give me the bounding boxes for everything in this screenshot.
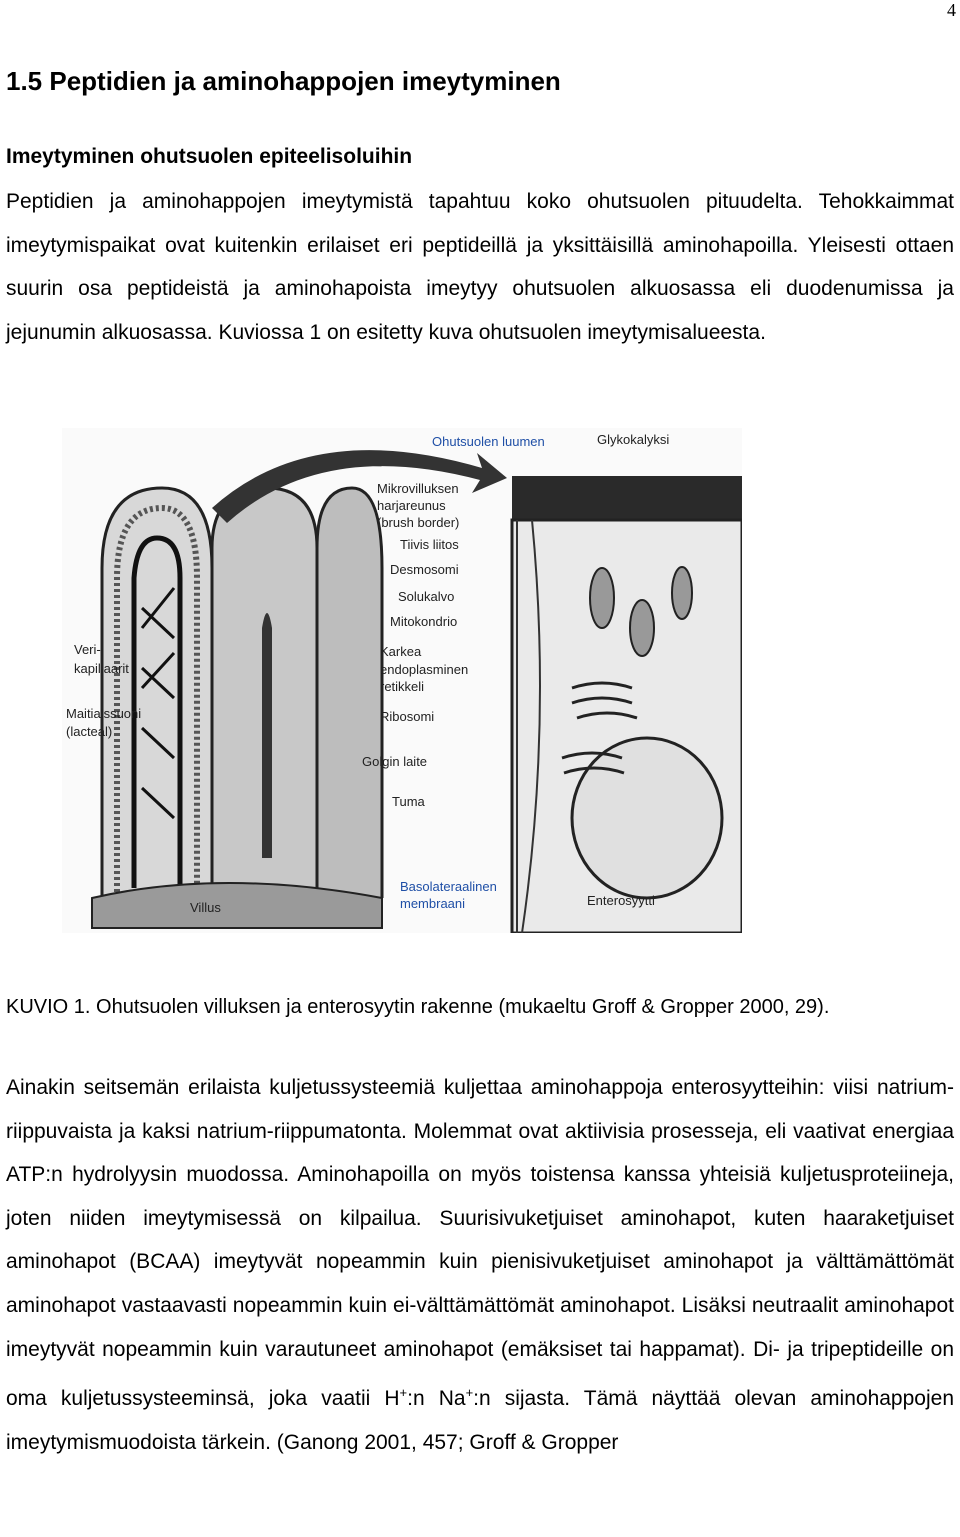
label-golgi: Golgin laite <box>362 754 428 769</box>
label-tight-junction: Tiivis liitos <box>400 537 459 552</box>
label-brush-border-1: Mikrovilluksen <box>377 481 459 496</box>
page-number: 4 <box>947 0 956 20</box>
label-vesicle: Solukalvo <box>398 589 455 604</box>
label-rer-3: retikkeli <box>380 679 425 694</box>
label-capillaries-2: kapillaarit <box>74 661 129 676</box>
villus-enterocyte-figure <box>62 428 742 933</box>
label-glycocalyx: Glykokalyksi <box>597 432 670 447</box>
superscript-plus-1: + <box>399 1385 408 1401</box>
label-nucleus: Tuma <box>392 794 425 809</box>
body-text-part3: :n sijasta. Tämä näyttää olevan aminohappojen imeytymismuodoista tärkein. (Ganong 2001, 457; Groff & Gropper <box>6 1387 954 1454</box>
label-enterocyte: Enterosyytti <box>587 893 655 908</box>
label-mitochondria: Mitokondrio <box>390 614 458 629</box>
section-title: 1.5 Peptidien ja aminohappojen imeytyminen <box>6 66 561 96</box>
label-lacteal-1: Maitiaissuoni <box>66 706 142 721</box>
intro-paragraph: Peptidien ja aminohappojen imeytymistä tapahtuu koko ohutsuolen pituudelta. Tehokkaimmat imeytymispaikat ovat kuitenkin erilaiset eri peptideillä ja yksittäisillä aminohapoilla. Yleisesti ottaen suurin osa peptideistä ja aminohapoista imeytyy ohutsuolen alkuosassa eli duodenumissa ja jejunumin alkuosassa. Kuviossa 1 on esitetty kuva ohutsuolen imeytymisalueesta. <box>6 190 954 344</box>
label-basolateral-2: membraani <box>400 896 466 911</box>
body-text-part1: Ainakin seitsemän erilaista kuljetussysteemiä kuljettaa aminohappoja enterosyytteihin: viisi natrium-riippuvaista ja kaksi natrium-riippumatonta. Molemmat ovat aktiivisia prosesseja, eli vaativat energiaa ATP:n hydrolyysin muodossa. Aminohapoilla on myös toistensa kanssa yhteisiä kuljetusproteiineja, joten niiden imeytymisessä on kilpailua. Suurisivuketjuiset aminohapot, kuten haaraketjuiset aminohapot (BCAA) imeytyvät nopeammin kuin pienisivuketjuiset aminohapot ja välttämättömät aminohapot vastaavasti nopeammin kuin ei-välttämättömät aminohapot. Lisäksi neutraalit aminohapot imeytyvät nopeammin kuin varautuneet aminohapot (emäksiset tai happamat). Di- ja tripeptideille on oma kuljetussysteeminsä, joka vaatii H <box>6 1076 954 1411</box>
body-text-part2: :n Na <box>407 1387 466 1411</box>
figure-caption: KUVIO 1. Ohutsuolen villuksen ja enterosyytin rakenne (mukaeltu Groff & Gropper 2000, 29). <box>6 996 830 1018</box>
label-brush-border-2: harjareunus <box>377 498 446 513</box>
label-rer-1: Karkea <box>380 644 422 659</box>
label-ribosome: Ribosomi <box>380 709 435 724</box>
label-desmosome: Desmosomi <box>390 562 459 577</box>
label-villus: Villus <box>190 900 221 915</box>
label-lacteal-2: (lacteal) <box>66 724 113 739</box>
label-capillaries-1: Veri- <box>74 642 101 657</box>
subsection-title: Imeytyminen ohutsuolen epiteelisoluihin <box>6 145 413 168</box>
superscript-plus-2: + <box>465 1385 474 1401</box>
enterocyte-illustration <box>512 476 742 933</box>
label-rer-2: endoplasminen <box>380 662 469 677</box>
label-brush-border-3: (brush border) <box>377 515 460 530</box>
body-paragraph <box>6 1066 954 1464</box>
label-lumen: Ohutsuolen luumen <box>432 434 545 449</box>
label-basolateral-1: Basolateraalinen <box>400 879 497 894</box>
